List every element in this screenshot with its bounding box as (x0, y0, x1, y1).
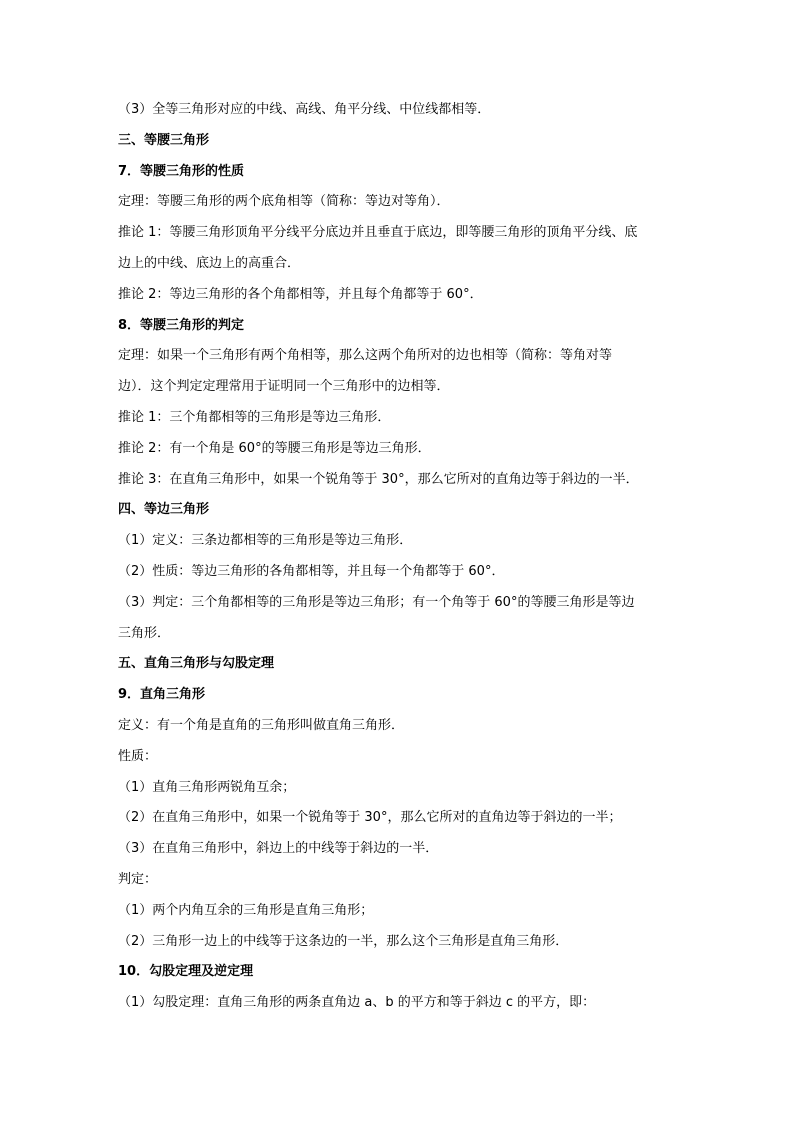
text-line: 推论 1：等腰三角形顶角平分线平分底边并且垂直于底边，即等腰三角形的顶角平分线、底 (118, 225, 638, 241)
section-heading: 五、直角三角形与勾股定理 (118, 656, 275, 672)
text-line: （1）定义：三条边都相等的三角形是等边三角形． (118, 533, 413, 549)
section-heading: 三、等腰三角形 (118, 132, 210, 148)
section-heading: 四、等边三角形 (118, 502, 210, 518)
section-heading: 7．等腰三角形的性质 (118, 163, 245, 179)
text-line: 判定： (118, 871, 158, 887)
text-line: （1）直角三角形两锐角互余； (118, 779, 296, 795)
text-line: （1）勾股定理：直角三角形的两条直角边 a、b 的平方和等于斜边 c 的平方，即： (118, 995, 596, 1011)
text-line: （2）在直角三角形中，如果一个锐角等于 30°，那么它所对的直角边等于斜边的一半； (118, 810, 622, 826)
document-page (118, 95, 678, 1019)
text-line: （1）两个内角互余的三角形是直角三角形； (118, 902, 374, 918)
text-line: （3）判定：三个角都相等的三角形是等边三角形；有一个角等于 60°的等腰三角形是等边 (118, 594, 635, 610)
text-line: 三角形． (118, 625, 171, 641)
text-line: 推论 2：有一个角是 60°的等腰三角形是等边三角形． (118, 440, 431, 456)
text-line: 边）．这个判定定理常用于证明同一个三角形中的边相等． (118, 379, 450, 395)
section-heading: 8．等腰三角形的判定 (118, 317, 245, 333)
text-line: （3）在直角三角形中，斜边上的中线等于斜边的一半． (118, 841, 439, 857)
text-line: 性质： (118, 748, 158, 764)
text-line: 定义：有一个角是直角的三角形叫做直角三角形． (118, 717, 405, 733)
text-line: 推论 3：在直角三角形中，如果一个锐角等于 30°，那么它所对的直角边等于斜边的一半． (118, 471, 639, 487)
section-heading: 10．勾股定理及逆定理 (118, 964, 254, 980)
text-line: 推论 2：等边三角形的各个角都相等，并且每个角都等于 60°． (118, 286, 483, 302)
text-line: 推论 1：三个角都相等的三角形是等边三角形． (118, 409, 391, 425)
text-line: 边上的中线、底边上的高重合． (118, 255, 301, 271)
text-line: （3）全等三角形对应的中线、高线、角平分线、中位线都相等． (118, 102, 491, 117)
text-line: 定理：如果一个三角形有两个角相等，那么这两个角所对的边也相等（简称：等角对等 (118, 348, 613, 364)
section-heading: 9．直角三角形 (118, 687, 206, 703)
text-line: （2）三角形一边上的中线等于这条边的一半，那么这个三角形是直角三角形． (118, 933, 569, 949)
text-line: 定理：等腰三角形的两个底角相等（简称：等边对等角）． (118, 194, 450, 210)
text-line: （2）性质：等边三角形的各角都相等，并且每一个角都等于 60°． (118, 563, 505, 579)
